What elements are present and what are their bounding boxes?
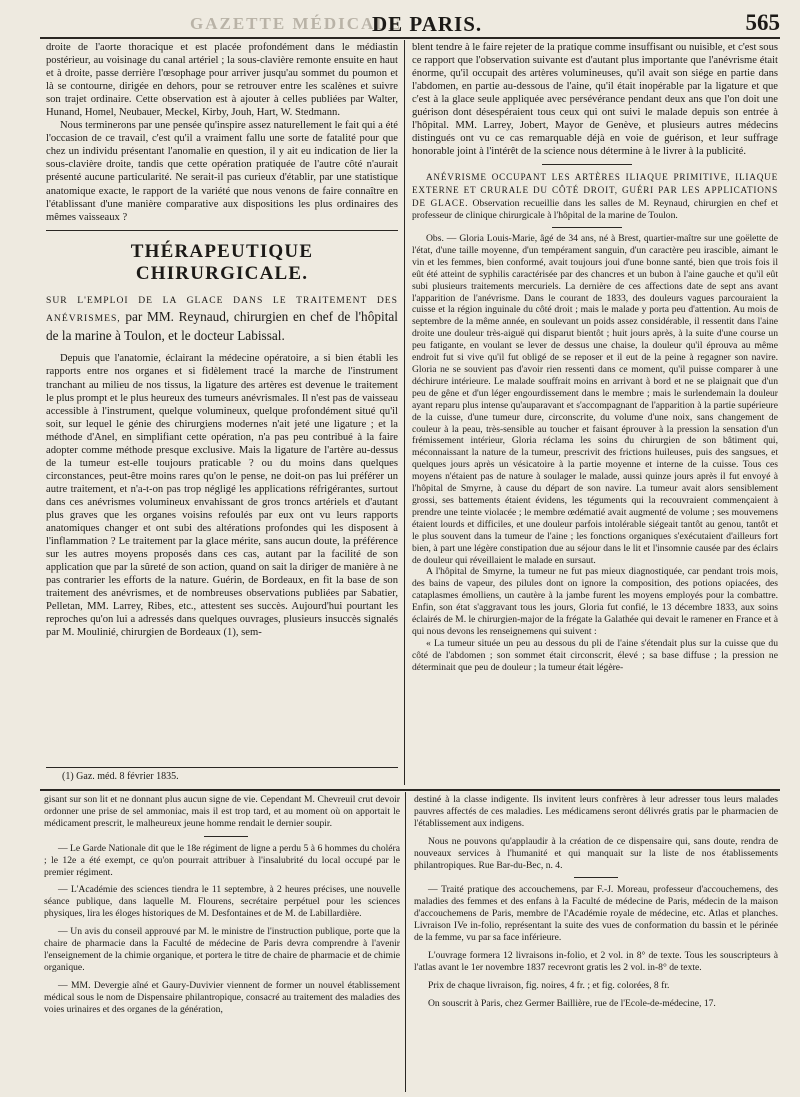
news-item: — Un avis du conseil approuvé par M. le ministre de l'instruction publique, porte que la chaire de pharmacie dans la Faculté de médecine de Paris devra comprendre à l'avenir l'enseignement de la chimie organique, et portera le titre de chaire de pharmacie et de chimie organique. (44, 926, 400, 973)
news-item: L'ouvrage formera 12 livraisons in-folio, et 2 vol. in 8° de texte. Tous les souscripteurs à l'atlas avant le 1er novembre 1837 recevront gratis les 2 vol. in-8° de texte. (414, 949, 778, 973)
column-left-bottom (44, 794, 400, 1092)
news-item: gisant sur son lit et ne donnant plus aucun signe de vie. Cependant M. Chevreuil crut devoir ordonner une prise de sel ammoniac, mais il est trop tard, et au moment où on apportait le médicament prescrit, le malheureux jeune homme rendait le dernier soupir. (44, 794, 400, 829)
news-item: Prix de chaque livraison, fig. noires, 4 fr. ; et fig. colorées, 8 fr. (428, 979, 670, 991)
paragraph: « La tumeur située un peu au dessous du pli de l'aine s'étendait plus sur la cuisse que du côté de l'abdomen ; son sommet était circonscrit, élevé ; sa base diffuse ; la pression ne déterminait que peu de douleur ; la tumeur était légère- (412, 637, 778, 673)
bleed-through-title: GAZETTE MÉDICALE (190, 14, 402, 33)
article-title-authors: par MM. Reynaud, chirurgien en chef de l'hôpital de la marine à Toulon, et le docteur Labissal. (46, 309, 398, 343)
separator-rule (552, 227, 622, 228)
news-item: — L'Académie des sciences tiendra le 11 septembre, à 2 heures précises, une nouvelle séance publique, dans laquelle M. Flourens, secrétaire perpétuel pour les sciences physiques, lira les éloges historiques de M. Desfontaines et de M. de Labillardière. (44, 884, 400, 920)
column-rule (404, 40, 405, 785)
fold-rule (40, 789, 780, 791)
separator-rule (542, 164, 632, 165)
separator-rule (574, 877, 618, 878)
news-item: On souscrit à Paris, chez Germer Baillière, rue de l'Ecole-de-médecine, 17. (428, 997, 716, 1009)
news-item: — MM. Devergie aîné et Gaury-Duvivier viennent de former un nouvel établissement médical sous le nom de Dispensaire philantropique, consacré au traitement des maladies des voies urinaires et des organes de la génération, (44, 979, 400, 1015)
article-title-caps: SUR L'EMPLOI DE LA GLACE DANS LE TRAITEMENT DES ANÉVRISMES, (46, 294, 398, 325)
column-rule (405, 792, 406, 1092)
section-title: THÉRAPEUTIQUE CHIRURGICALE. (130, 240, 314, 284)
column-left-top (46, 41, 398, 781)
observation-title-rest: Observation recueillie dans les salles de M. Reynaud, chirurgien en chef et professeur de clinique chirurgicale à l'hôpital de la marine de Toulon. (412, 198, 778, 222)
article-title (46, 291, 398, 345)
page-header (40, 10, 780, 36)
column-right-bottom (414, 794, 778, 1092)
paragraph: Obs. — Gloria Louis-Marie, âgé de 34 ans, né à Brest, quartier-maître sur une goëlette de l'état, d'une taille moyenne, d'un tempérament sanguin, d'un caractère peu irascible, aimant le vin et les femmes, bien conformé, avait toujours joui d'une bonne santé, bien que trois fois il eût été atteint de syphilis caractérisée par des chancres et un bubon à l'aine gauche et qu'il eût subi plusieurs traitements mercuriels. La dernière de ces affections date de sept ans avant l'apparition de l'anévrisme. Dans le courant de 1833, des douleurs vagues parcouraient la cuisse et la région inguinale du côté droit ; mais le malade y porta peu d'attention. Au mois de septembre de la même année, en soulevant un poids assez considérable, il ressentit dans l'aine droite une douleur très-aiguë qui disparut bientôt ; huit jours après, à la suite d'une course un peu fatigante, en voulant se lever de dessus une chaise, la douleur qu'il éprouva au même endroit fut si vive qu'il fut obligé de se reposer et il eut de la peine à regagner son navire. Gloria ne se souvient pas d'avoir rien ressenti dans ce moment, qu'il puisse comparer à une déchirure intérieure. Le malade souffrait moins en arrivant à bord et ne se plaignait que d'un peu de gêne et d'un léger engourdissement dans le membre ; mais le surlendemain la douleur ayant reparu plus intense qu'auparavant et s'accompagnant de l'apparition à la partie supérieure de la cuisse, d'une tumeur dure, circonscrite, du volume d'une noix, sans changement de couleur à la peau, très-sensible au toucher et faisant éprouver à la pression la sensation d'un frémissement intérieur, Gloria réclama les soins du chirurgien de son bâtiment qui, méconnaissant la nature de la tumeur, prescrivit des frictions huileuses, puis des sangsues, et quelques jours après un vésicatoire à la partie moyenne et interne de la cuisse. Tous ces moyens n'étaient pas de nature à soulager le malade, aussi quinze jours après il fut envoyé à l'hôpital de Smyrne, à cause du départ de son navire. La tumeur avait alors sensiblement grossi, ses battements étaient évidens, les téguments qui la recouvraient commençaient à prendre une teinte violacée ; le membre œdématié avait augmenté de volume ; ses mouvemens étaient lourds et difficiles, et une douleur parfois intolérable siégeait tantôt au genou, tantôt et le plus souvent dans la tumeur de l'aine ; les fonctions organiques s'exécutaient d'ailleurs fort bien, à part une légère constipation due au séjour dans le lit et l'insomnie causée par des éclairs de douleur qui réveillaient le malade en sursaut. (412, 233, 778, 566)
news-item: Nous ne pouvons qu'applaudir à la création de ce dispensaire qui, sans doute, rendra de nouveaux services à l'humanité et qui manquait sur la liste de nos établissements philantropiques. Rue Bar-du-Bec, n. 4. (414, 835, 778, 871)
footnote: (1) Gaz. méd. 8 février 1835. (62, 771, 179, 782)
observation-title-caps: ANÉVRISME OCCUPANT LES ARTÈRES ILIAQUE PRIMITIVE, ILIAQUE EXTERNE ET CRURALE DU CÔTÉ DROIT, GUÉRI PAR LES APPLICATIONS DE GLACE. (412, 172, 778, 209)
paragraph: Depuis que l'anatomie, éclairant la médecine opératoire, a si bien établi les rapports entre nos organes et si fidèlement tracé la marche de l'instrument tranchant au milieu de nos tissus, la ligature des artères est devenue le traitement le plus prompt et le plus heureux des tumeurs anévrismales. Il n'est pas de vaisseau accessible à l'instrument, quelque volumineux, quelque profondément situé qu'il soit, sur lequel le génie des chirurgiens modernes n'ait jeté une ligature ; et la méthode d'Anel, en simplifiant cette opération, n'a pas peu contribué à la faire adopter comme méthode presque exclusive. Mais la ligature de l'artère au-dessus de la tumeur est-elle toujours praticable ? ou du moins dans quelques circonstances, peut-être moins rares qu'on le pense, ne doit-on pas lui préférer un autre traitement, et n'a-t-on pas trop négligé les applications réfrigérantes, surtout dans ces anévrismes volumineux envahissant de gros troncs artériels et d'autant plus graves que les organes voisins refoulés par eux ont vu leurs rapports anatomiques changer et ont subi des altérations profondes qui les disposent à l'inflammation ? Le traitement par la glace mérite, sans aucun doute, la préférence sur les autres moyens proposés dans ces cas, autant par la facilité de son application que par la sûreté de son action, quand on sait la diriger de manière à ne pas contrarier les efforts de la nature. Guérin, de Bordeaux, en fit la base de son traitement des anévrismes, et de nombreuses observations publiées par Sabatier, Pelletan, MM. Larrey, Ribes, etc., attestent ses succès. Aujourd'hui pourtant les reproches qu'on lui a adressés dans quelques ouvrages, plusieurs insuccès signalés par M. Moulinié, chirurgien de Bordeaux (1), sem- (46, 353, 398, 639)
column-right-top (412, 41, 778, 785)
paragraph: droite de l'aorte thoracique et est placée profondément dans le médiastin postérieur, au voisinage du canal artériel ; la sous-clavière remonte ensuite en haut et à droite, passe derrière l'œsophage pour arriver jusqu'au sommet du poumon et là se contourne, dirigée en dehors, pour se retrouver entre les scalènes et suivre son trajet ordinaire. Cette observation est à ajouter à celles publiées par Walter, Hunand, Homel, Neubauer, Meckel, Kirby, Jouh, Hart, W. Stedmann. (46, 42, 398, 119)
paragraph: Nous terminerons par une pensée qu'inspire assez naturellement le fait qui a été l'occasion de ce travail, c'est qu'il a vraiment fallu une sorte de fatalité pour que chez un individu présentant l'anomalie en question, il y ait eu indication de lier la sous-clavière droite, tandis que cette opération pratiquée de l'autre côté n'aurait présenté aucune particularité. Ne serait-il pas curieux d'établir, par une statistique anatomique exacte, le rapport de la variété que nous venons de faire connaître en l'établissant d'une manière comparative aux dispositions les plus ordinaires des mêmes vaisseaux ? (46, 120, 398, 223)
section-rule (46, 230, 398, 231)
paragraph: A l'hôpital de Smyrne, la tumeur ne fut pas mieux diagnostiquée, car pendant trois mois, des bains de vapeur, des pilules dont on ignore la composition, des potions opiacées, des cataplasmes émolliens, un cautère à la jambe furent les moyens employés pour la combattre. Enfin, son état s'aggravant tous les jours, Gloria fut confié, le 13 décembre 1833, aux soins éclairés de M. le chirurgien-major de la frégate la Galathée qui devait le ramener en France et à qui nous devons les renseignemens qui suivent : (412, 566, 778, 637)
observation-title (412, 171, 778, 222)
separator-rule (204, 836, 248, 837)
footnote-rule (46, 767, 398, 768)
news-item: — Le Garde Nationale dit que le 18e régiment de ligne a perdu 5 à 6 hommes du choléra ; le 12e a été exempt, ce qu'on pourrait attribuer à l'insalubrité du local occupé par le premier régiment. (44, 842, 400, 878)
page-title: DE PARIS. (372, 12, 483, 36)
news-item: — Traité pratique des accouchemens, par F.-J. Moreau, professeur d'accouchemens, des maladies des femmes et des enfans à la Faculté de médecine de Paris, médecin de la maison d'accouchemens de Paris, membre de l'Académie royale de médecine, etc. Atlas et planches. Livraison IVe in-folio, représentant la suite des vues de conformation du bassin et le périnée de la femme, vu par sa face inférieure. (414, 884, 778, 944)
header-rule (40, 37, 780, 39)
paragraph: blent tendre à le faire rejeter de la pratique comme insuffisant ou nuisible, et c'est sous ce rapport que l'observation suivante est d'autant plus importante que l'anévrisme était énorme, qu'il occupait des artères volumineuses, qu'il avait son siége en partie dans l'abdomen, en partie au-dessous de l'aine, qu'il était inopérable par la ligature et que c'est à la glace seule appliquée avec persévérance pendant deux ans que l'on doit une guérison dont désespéraient tous ceux qui ont suivi le malade depuis son entrée à l'hôpital. MM. Larrey, Jobert, Mayor de Genève, et plusieurs autres médecins distingués ont vu ce cas remarquable déjà en voie de guérison, et leur suffrage honorable joint à l'intérêt de la science nous détermine à le livrer à la publicité. (412, 42, 778, 158)
page-number: 565 (745, 10, 780, 35)
news-item: destiné à la classe indigente. Ils invitent leurs confrères à leur adresser tous leurs malades pauvres affectés de ces maladies. Les médicamens seront délivrés gratis par le pharmacien de l'établissement aux indigens. (414, 794, 778, 829)
